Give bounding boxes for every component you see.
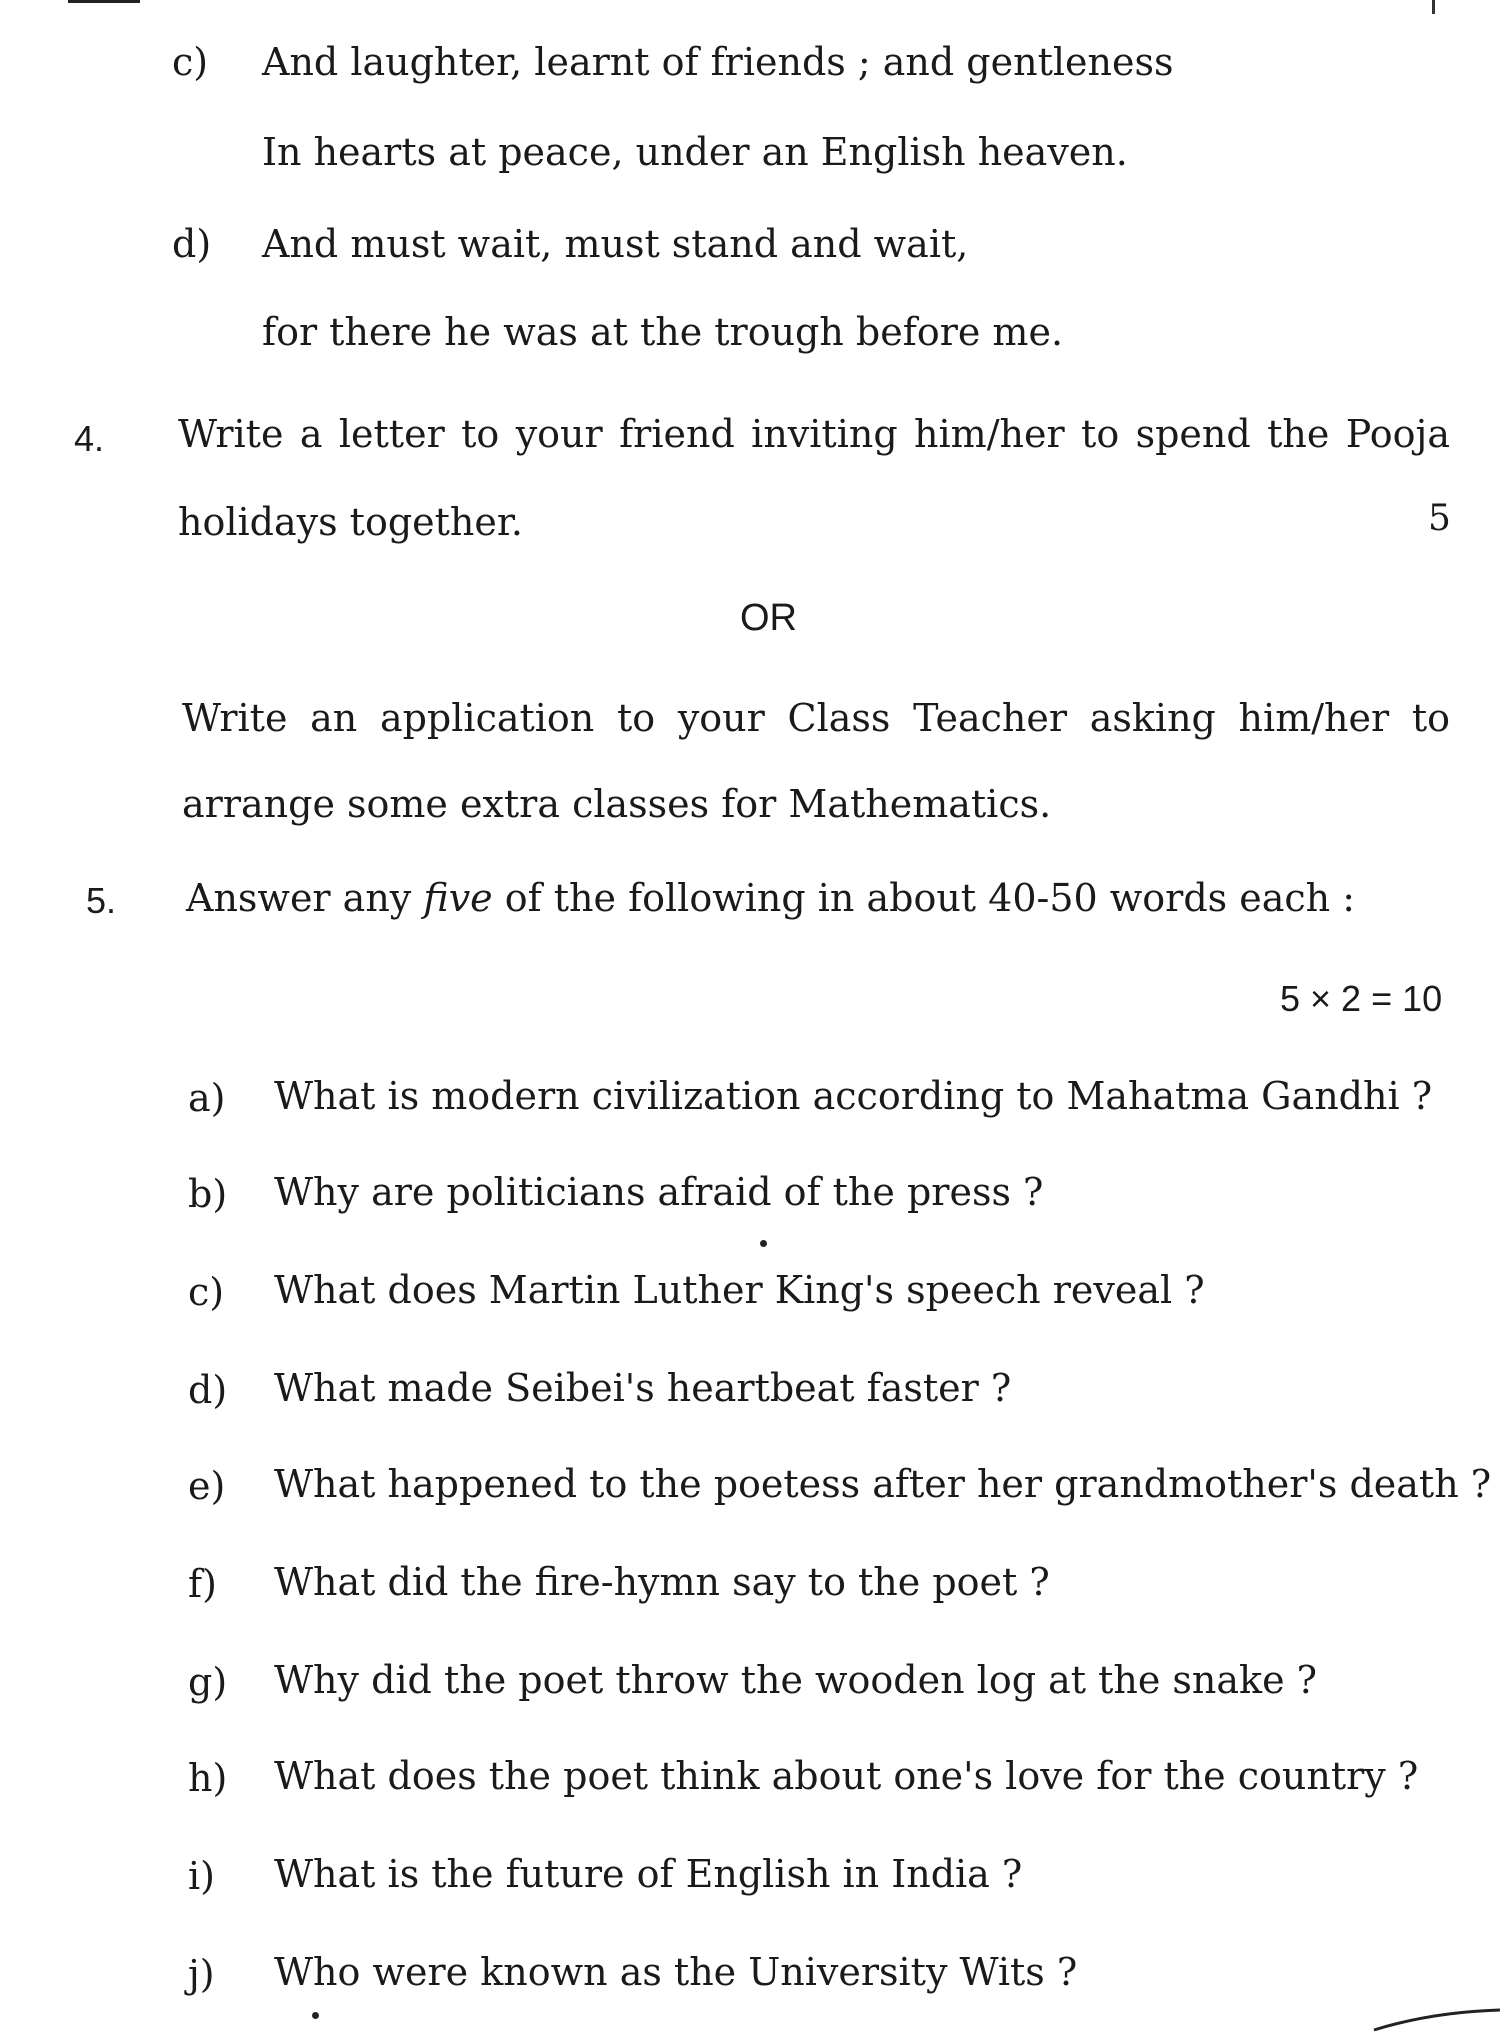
q5-item-label-g: g) — [188, 1660, 228, 1704]
q5-item-label-a: a) — [188, 1076, 226, 1120]
scan-speck — [760, 1240, 767, 1247]
item-label-d: d) — [172, 222, 212, 266]
top-tick-mark — [1432, 0, 1435, 14]
q5-item-text-g: Why did the poet throw the wooden log at the snake ? — [274, 1658, 1318, 1702]
verse-c-line2: In hearts at peace, under an English heaven. — [262, 130, 1128, 174]
q5-item-text-b: Why are politicians afraid of the press ? — [274, 1170, 1044, 1214]
or-separator: OR — [740, 597, 797, 639]
question-5-prompt-emphasis: five — [423, 876, 493, 920]
page-corner-mark — [1372, 2004, 1502, 2034]
q5-item-text-a: What is modern civilization according to Mahatma Gandhi ? — [274, 1074, 1433, 1118]
question-4-line2: holidays together. — [178, 500, 523, 544]
question-4-marks: 5 — [1428, 498, 1451, 539]
q5-item-text-d: What made Seibei's heartbeat faster ? — [274, 1366, 1012, 1410]
q5-item-text-j: Who were known as the University Wits ? — [274, 1950, 1078, 1994]
q5-item-label-h: h) — [188, 1756, 228, 1800]
question-5-prompt-end: of the following in about 40-50 words each : — [492, 876, 1356, 920]
top-rule — [68, 0, 140, 3]
q5-item-label-i: i) — [188, 1854, 215, 1898]
q5-item-label-e: e) — [188, 1464, 226, 1508]
item-label-c: c) — [172, 40, 209, 84]
q5-item-label-j: j) — [188, 1952, 215, 1996]
verse-d-line1: And must wait, must stand and wait, — [262, 222, 969, 266]
question-5-prompt-start: Answer any — [186, 876, 424, 920]
verse-c-line1: And laughter, learnt of friends ; and gentleness — [262, 40, 1174, 84]
q5-item-label-f: f) — [188, 1562, 217, 1606]
question-5-marks: 5 × 2 = 10 — [1280, 978, 1443, 1019]
q5-item-text-e: What happened to the poetess after her grandmother's death ? — [274, 1462, 1492, 1506]
verse-d-line2: for there he was at the trough before me. — [262, 310, 1064, 354]
question-4-alt-line2: arrange some extra classes for Mathematics. — [182, 782, 1052, 826]
q5-item-label-b: b) — [188, 1172, 228, 1216]
question-4-line1: Write a letter to your friend inviting him/her to spend the Pooja — [178, 412, 1450, 456]
q5-item-label-c: c) — [188, 1270, 225, 1314]
question-4-number: 4. — [74, 418, 105, 459]
question-5-number: 5. — [86, 880, 117, 921]
q5-item-text-h: What does the poet think about one's love for the country ? — [274, 1754, 1419, 1798]
question-5-prompt — [186, 876, 1355, 920]
q5-item-text-f: What did the fire-hymn say to the poet ? — [274, 1560, 1050, 1604]
q5-item-text-c: What does Martin Luther King's speech reveal ? — [274, 1268, 1205, 1312]
question-4-alt-line1: Write an application to your Class Teacher asking him/her to — [182, 696, 1450, 740]
scan-speck-bottom — [312, 2012, 319, 2019]
q5-item-text-i: What is the future of English in India ? — [274, 1852, 1023, 1896]
q5-item-label-d: d) — [188, 1368, 228, 1412]
